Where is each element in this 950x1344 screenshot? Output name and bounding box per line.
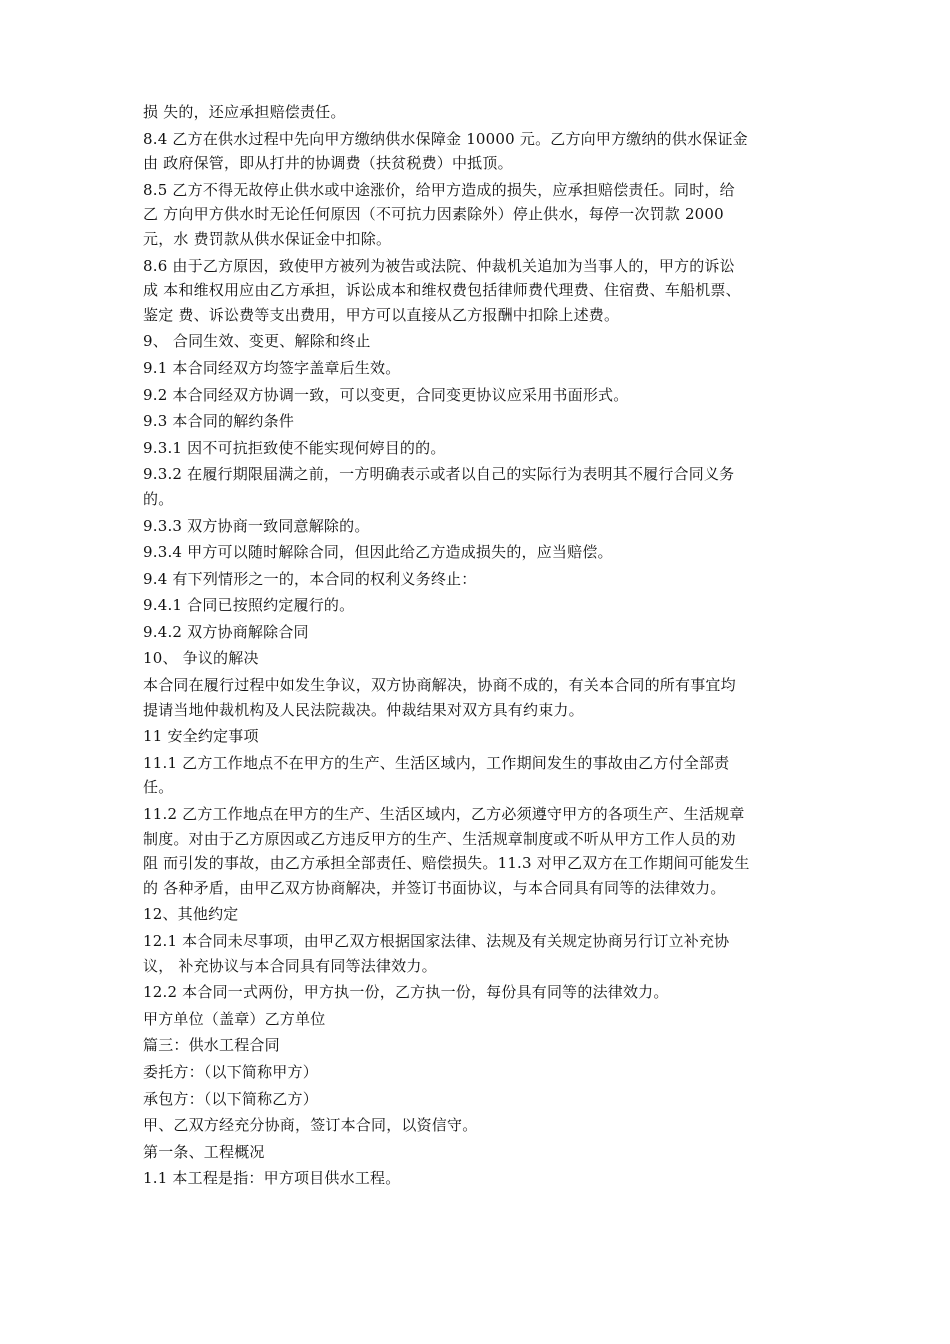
paragraph [143, 567, 823, 592]
paragraph [143, 1033, 823, 1058]
text-line: 由 政府保管，即从打井的协调费（扶贫税费）中抵顶。 [143, 154, 513, 173]
text-line: 本合同在履行过程中如发生争议，双方协商解决，协商不成的，有关本合同的所有事宜均 [143, 676, 736, 695]
text-line: 8.5 乙方不得无故停止供水或中途涨价，给甲方造成的损失，应承担赔偿责任。同时，给 [143, 180, 735, 199]
text-line: 甲、乙双方经充分协商，签订本合同，以资信守。 [143, 1116, 478, 1135]
text-line: 12、其他约定 [143, 905, 239, 924]
paragraph [143, 673, 823, 722]
text-line: 12.2 本合同一式两份，甲方执一份，乙方执一份，每份具有同等的法律效力。 [143, 983, 669, 1002]
text-line: 10、 争议的解决 [143, 649, 259, 668]
text-line: 承包方：（以下简称乙方） [143, 1089, 318, 1108]
paragraph [143, 254, 823, 328]
paragraph [143, 980, 823, 1005]
text-line: 提请当地仲裁机构及人民法院裁决。仲裁结果对双方具有约束力。 [143, 700, 584, 719]
paragraph [143, 1007, 823, 1032]
text-line: 8.4 乙方在供水过程中先向甲方缴纳供水保障金 10000 元。乙方向甲方缴纳的供水保证金 [143, 129, 748, 148]
text-line: 9.1 本合同经双方均签字盖章后生效。 [143, 358, 401, 377]
text-line: 成 本和维权用应由乙方承担，诉讼成本和维权费包括律师费代理费、住宿费、车船机票、 [143, 281, 741, 300]
paragraph [143, 902, 823, 927]
paragraph [143, 593, 823, 618]
paragraph [143, 127, 823, 176]
text-line: 9.4 有下列情形之一的，本合同的权利义务终止： [143, 569, 477, 588]
paragraph [143, 356, 823, 381]
paragraph [143, 100, 823, 125]
paragraph [143, 751, 823, 800]
text-line: 任。 [143, 778, 174, 797]
text-line: 9.4.2 双方协商解除合同 [143, 622, 309, 641]
paragraph [143, 1087, 823, 1112]
text-line: 议， 补充协议与本合同具有同等法律效力。 [143, 956, 437, 975]
text-line: 损 失的，还应承担赔偿责任。 [143, 103, 346, 121]
paragraph [143, 1113, 823, 1138]
paragraph [143, 178, 823, 252]
text-line: 的。 [143, 489, 174, 508]
text-line: 8.6 由于乙方原因，致使甲方被列为被告或法院、仲裁机关追加为当事人的，甲方的诉讼 [143, 256, 735, 275]
paragraph [143, 409, 823, 434]
text-line: 9.3.4 甲方可以随时解除合同，但因此给乙方造成损失的，应当赔偿。 [143, 543, 613, 562]
text-line: 第一条、工程概况 [143, 1142, 265, 1161]
text-line: 的 各种矛盾，由甲乙双方协商解决，并签订书面协议，与本合同具有同等的法律效力。 [143, 878, 726, 897]
text-line: 制度。对由于乙方原因或乙方违反甲方的生产、生活规章制度或不听从甲方工作人员的劝 [143, 829, 736, 848]
text-line: 元，水 费罚款从供水保证金中扣除。 [143, 229, 392, 248]
text-line: 11.2 乙方工作地点在甲方的生产、生活区域内，乙方必须遵守甲方的各项生产、生活规章 [143, 805, 745, 824]
paragraph [143, 646, 823, 671]
text-line: 1.1 本工程是指：甲方项目供水工程。 [143, 1169, 401, 1188]
text-line: 9.3.3 双方协商一致同意解除的。 [143, 516, 370, 535]
paragraph [143, 329, 823, 354]
paragraph [143, 1166, 823, 1191]
paragraph [143, 929, 823, 978]
paragraph [143, 802, 823, 900]
text-line: 12.1 本合同未尽事项，由甲乙双方根据国家法律、法规及有关规定协商另行订立补充协 [143, 932, 730, 950]
paragraph [143, 383, 823, 408]
text-line: 乙 方向甲方供水时无论任何原因（不可抗力因素除外）停止供水，每停一次罚款 2000 [143, 205, 724, 224]
text-line: 9.4.1 合同已按照约定履行的。 [143, 596, 355, 615]
paragraph [143, 620, 823, 645]
paragraph [143, 462, 823, 511]
paragraph [143, 724, 823, 749]
text-line: 9.3 本合同的解约条件 [143, 412, 295, 431]
text-line: 篇三：供水工程合同 [143, 1036, 280, 1055]
text-line: 9.3.2 在履行期限届满之前，一方明确表示或者以自己的实际行为表明其不履行合同义务 [143, 465, 735, 484]
paragraph [143, 514, 823, 539]
text-line: 9、 合同生效、变更、解除和终止 [143, 332, 371, 351]
text-line: 9.3.1 因不可抗拒致使不能实现何婷目的的。 [143, 438, 446, 457]
paragraph [143, 540, 823, 565]
text-line: 11.1 乙方工作地点不在甲方的生产、生活区域内，工作期间发生的事故由乙方付全部责 [143, 753, 730, 772]
text-line: 鉴定 费、诉讼费等支出费用，甲方可以直接从乙方报酬中扣除上述费。 [143, 305, 620, 324]
document-page [143, 100, 823, 1191]
text-line: 阻 而引发的事故，由乙方承担全部责任、赔偿损失。11.3 对甲乙双方在工作期间可能发生 [143, 854, 750, 873]
text-line: 11 安全约定事项 [143, 727, 259, 746]
text-line: 9.2 本合同经双方协调一致，可以变更，合同变更协议应采用书面形式。 [143, 385, 629, 404]
paragraph [143, 1060, 823, 1085]
text-line: 委托方：（以下简称甲方） [143, 1062, 318, 1081]
paragraph [143, 1140, 823, 1165]
text-line: 甲方单位（盖章）乙方单位 [143, 1009, 326, 1028]
paragraph [143, 436, 823, 461]
